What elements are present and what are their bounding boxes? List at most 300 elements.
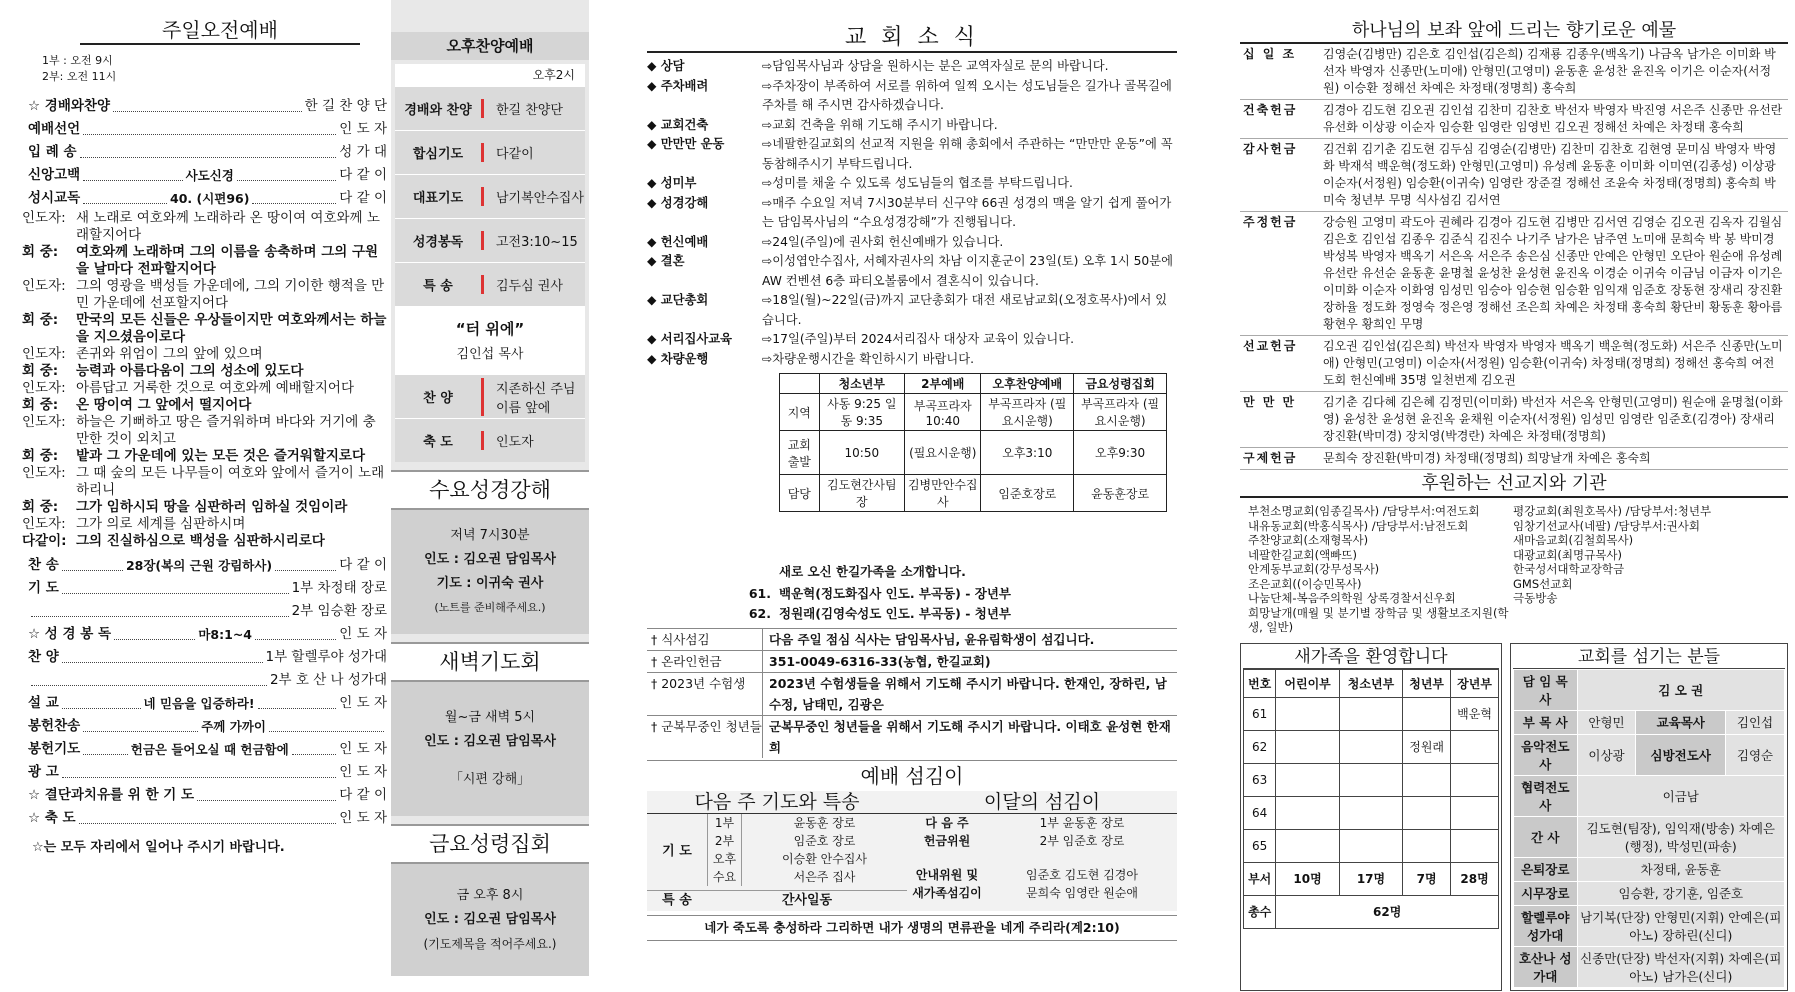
welcome-row	[1244, 796, 1499, 829]
vehicle-cell: 부곡프라자 10:40	[905, 394, 981, 431]
vehicle-head-cell: 2부예배	[905, 374, 981, 394]
prayer-list	[707, 814, 907, 890]
mission-cell: 내유동교회(박홍식목사) /담당부서:남전도회	[1248, 518, 1469, 533]
order-dots	[62, 593, 289, 594]
vehicle-row	[780, 394, 1167, 431]
welcome-box	[1240, 643, 1502, 991]
news-head: ◆ 차량운행	[647, 351, 709, 366]
order-dots	[79, 823, 337, 824]
special-label: 특 송	[662, 893, 692, 908]
news-item	[647, 174, 1177, 194]
reading-line	[22, 516, 387, 533]
welcome-cell	[1276, 796, 1339, 829]
order-who: 인 도 자	[339, 121, 387, 137]
order-item	[22, 669, 387, 692]
welcome-table	[1243, 669, 1499, 929]
order-mid: 헌금은 들어오실 때 헌금함에	[130, 742, 289, 757]
wed-title: 수요성경강해	[391, 470, 589, 510]
vehicle-cell: 10:50	[819, 431, 905, 475]
offering-names: 김경아 김도현 김오권 김인섭 김찬미 김찬호 박선자 박영자 박진영 서은주 신종만 유선란 유선화 이상광 이순자 임승환 임영란 임영빈 김오권 정해선 차예은 차정태 홍숙희	[1320, 100, 1788, 139]
service-row	[395, 86, 585, 130]
mission-cell: 대광교회(최명규목사)	[1513, 547, 1622, 562]
order-label: 찬 양	[28, 649, 59, 665]
order-dots	[62, 662, 263, 663]
offering-kind: 주정헌금	[1240, 212, 1320, 336]
order-dots	[113, 111, 302, 112]
order-who: 인 도 자	[339, 810, 387, 826]
service-value: 한길 찬양단	[481, 99, 585, 118]
service-row	[395, 374, 585, 418]
dawn-title: 새벽기도회	[391, 642, 589, 682]
newfam-item	[647, 584, 1177, 604]
prayer-item	[707, 814, 907, 832]
mission-row	[1248, 562, 1778, 577]
cross-text: 351-0049-6316-33(농협, 한길교회)	[762, 651, 1177, 672]
vehicle-cell: 담당	[780, 475, 820, 512]
mission-row	[1248, 519, 1778, 534]
order-label: 입 례 송	[28, 144, 77, 160]
sermon-box	[395, 306, 585, 374]
reading-line	[22, 499, 387, 516]
order-item	[22, 738, 387, 761]
vehicle-cell: 부곡프라자 (필요시운행)	[981, 394, 1074, 431]
dawn-box	[391, 682, 589, 816]
order-item	[22, 118, 387, 141]
welcome-cell	[1276, 763, 1339, 796]
newfam-text: 백운혁(정도화집사 인도. 부곡동) - 장년부	[779, 586, 1011, 601]
welcome-head-cell: 청소년부	[1339, 669, 1402, 697]
welcome-head-cell: 번호	[1244, 669, 1276, 697]
order-label: ☆ 결단과치유를 위 한 기 도	[28, 787, 195, 803]
month-name: 2부 임준호 장로	[1039, 834, 1125, 848]
mission-row	[1248, 591, 1778, 606]
staff-cell: 음악전도사	[1514, 734, 1578, 775]
staff-row	[1514, 857, 1785, 881]
welcome-cell: 63	[1244, 763, 1276, 796]
welcome-cell	[1451, 829, 1499, 862]
staff-cell: 임승환, 강기훈, 임준호	[1577, 881, 1784, 905]
staff-table	[1513, 669, 1785, 988]
cross-item	[647, 672, 1177, 715]
order-who: 다 같 이	[339, 557, 387, 573]
staff-cell: 차정태, 윤동훈	[1577, 857, 1784, 881]
order-dots	[237, 180, 336, 181]
welcome-cell	[1276, 829, 1339, 862]
service-row	[395, 174, 585, 218]
dawn-line: 월~금 새벽 5시	[444, 710, 536, 725]
offering-row	[1240, 392, 1788, 448]
news-head: ◆ 만만만 운동	[647, 137, 725, 151]
reading-text: 여호와께 노래하며 그의 이름을 송축하며 그의 구원을 날마다 전파할지어다	[76, 244, 379, 277]
offering-kind: 선교헌금	[1240, 336, 1320, 392]
serve-box	[647, 791, 1177, 911]
news-text: ⇨이성엽안수집사, 서혜자권사의 차남 이지훈군이 23일(토) 오후 1시 50분에 AW 컨벤션 6층 파티오볼룸에서 결혼식이 있습니다.	[762, 254, 1174, 288]
order-who: 다 같 이	[339, 787, 387, 803]
order-who: 한 길 찬 양 단	[304, 98, 387, 114]
news-item	[647, 291, 1177, 330]
staff-title: 교회를 섬기는 분들	[1513, 646, 1785, 669]
news-head: ◆ 결혼	[647, 254, 685, 268]
news-head: ◆ 교단총회	[647, 293, 709, 307]
fri-line: (기도제목을 적어주세요.)	[423, 937, 557, 951]
order-mid: 28장(복의 근원 강림하사)	[125, 558, 273, 573]
staff-cell: 간 사	[1514, 816, 1578, 857]
wed-line: 기도 : 이귀숙 권사	[436, 576, 544, 591]
news-item	[647, 57, 1177, 77]
news-head: ◆ 서리집사교육	[647, 332, 733, 346]
offering-kind: 건축헌금	[1240, 100, 1320, 139]
order-item	[22, 187, 387, 210]
reading-line	[22, 210, 387, 244]
news-head: ◆ 헌신예배	[647, 234, 709, 249]
order-dots	[83, 203, 167, 204]
order-label: 봉헌기도	[28, 741, 81, 757]
month-head: 헌금위원	[923, 834, 971, 848]
offering-kind: 구제헌금	[1240, 448, 1320, 470]
reading-line	[22, 465, 387, 499]
order-label: 예배선언	[28, 121, 81, 137]
month-head: 새가족섬김이	[912, 886, 982, 900]
reading-speaker: 인도자:	[22, 414, 66, 430]
welcome-row	[1244, 763, 1499, 796]
order-who: 인 도 자	[339, 741, 388, 757]
cross-list	[647, 628, 1177, 758]
service-row	[395, 218, 585, 262]
order-dots	[252, 203, 336, 204]
prayer-slot: 오후	[708, 850, 742, 868]
reading-text: 능력과 아름다움이 그의 성소에 있도다	[76, 363, 304, 379]
prayer-item	[707, 850, 907, 868]
staff-cell: 안형민	[1577, 710, 1636, 734]
special-value: 간사일동	[781, 893, 833, 908]
reading-speaker: 회 중:	[22, 312, 59, 328]
staff-row	[1514, 881, 1785, 905]
order-item	[22, 600, 387, 623]
order-dots	[275, 570, 336, 571]
service-label: 대표기도	[412, 191, 464, 206]
cross-text: 다음 주일 점심 식사는 담임목사님, 윤유림학생이 섬깁니다.	[762, 629, 1177, 650]
reading-text: 온 땅이여 그 앞에서 떨지어다	[76, 397, 252, 413]
wed-line: 인도 : 김오권 담임목사	[424, 552, 556, 567]
service-value: 남기복안수집사	[481, 187, 585, 206]
month-name: 1부 윤동훈 장로	[1039, 816, 1125, 830]
order-dots	[83, 754, 128, 755]
staff-cell: 교육목사	[1636, 710, 1726, 734]
staff-cell: 김영순	[1725, 734, 1784, 775]
service-value: 지존하신 주님 이름 앞에	[481, 378, 585, 416]
welcome-cell	[1451, 796, 1499, 829]
welcome-total-label: 총수	[1244, 895, 1276, 928]
mission-cell: 부천소명교회(임종길목사) /담당부서:여전도회	[1248, 504, 1480, 518]
reading-speaker: 다같이:	[22, 533, 67, 549]
cross-item	[647, 650, 1177, 672]
mission-cell: 주찬양교회(소재형목사)	[1248, 533, 1369, 547]
reading-text: 새 노래로 여호와께 노래하라 온 땅이여 여호와께 노래할지어다	[76, 210, 380, 243]
special-block	[647, 890, 907, 911]
news-item	[647, 116, 1177, 136]
order-item	[22, 141, 387, 164]
cross-text: 2023년 수험생들을 위해서 기도해 주시기 바랍니다. 한재인, 장하린, 남수정, 남태민, 김광은	[762, 673, 1177, 715]
fri-box	[391, 864, 589, 976]
mission-cell: 임창기선교사(네팔) /담당부서:권사회	[1513, 518, 1701, 533]
mission-cell: 네팔한길교회(액빠뜨)	[1248, 547, 1357, 562]
news-list	[647, 57, 1177, 369]
vehicle-row	[780, 431, 1167, 475]
newfam-num: 61.	[748, 586, 771, 601]
offering-title: 하나님의 보좌 앞에 드리는 향기로운 예물	[1240, 20, 1788, 44]
mission-cell: 희망날개(매월 및 분기별 장학금 및 생활보조지원(학생, 일반)	[1248, 605, 1509, 634]
service-value: 김두심 권사	[481, 275, 585, 294]
vehicle-table	[779, 373, 1167, 512]
cross-head: † 식사섬김	[651, 632, 710, 647]
order-dots	[255, 639, 336, 640]
vehicle-head-row	[780, 374, 1167, 394]
newfam-list	[647, 584, 1177, 624]
reading-line	[22, 346, 387, 363]
offerings-column	[1240, 0, 1788, 984]
mission-row	[1248, 504, 1778, 519]
news-text: ⇨24일(주일)에 권사회 헌신예배가 있습니다.	[762, 234, 1004, 249]
vehicle-cell: 사동 9:25 일동 9:35	[819, 394, 905, 431]
order-item	[22, 784, 387, 807]
offering-table	[1240, 44, 1788, 470]
vehicle-cell: 윤동훈장로	[1074, 475, 1167, 512]
vehicle-cell: 오후9:30	[1074, 431, 1167, 475]
order-label: 봉헌찬송	[28, 718, 81, 734]
reading-line	[22, 278, 387, 312]
next-week-box	[647, 791, 907, 911]
news-item	[647, 233, 1177, 253]
month-list	[907, 814, 1177, 902]
order-dots	[31, 616, 289, 617]
month-title: 이달의 섬김이	[907, 791, 1177, 814]
news-text: ⇨차량운행시간을 확인하시기 바랍니다.	[762, 351, 975, 366]
staff-row	[1514, 816, 1785, 857]
welcome-dept-cell: 28명	[1451, 862, 1499, 895]
news-item	[647, 135, 1177, 174]
time-line: 2부: 오전 11시	[42, 70, 117, 83]
order-who: 인 도 자	[339, 764, 387, 780]
reading-speaker: 회 중:	[22, 397, 59, 413]
prayer-name: 윤동훈 장로	[793, 816, 856, 830]
reading-line	[22, 397, 387, 414]
news-text: ⇨성미를 채울 수 있도록 성도님들의 협조를 부탁드립니다.	[762, 176, 1073, 190]
welcome-cell	[1403, 697, 1451, 730]
offering-row	[1240, 100, 1788, 139]
offering-names: 문희숙 장진환(박미경) 차정태(정명희) 희망날개 차예은 홍숙희	[1320, 448, 1788, 470]
order-item	[22, 554, 387, 577]
welcome-cell: 64	[1244, 796, 1276, 829]
mission-row	[1248, 548, 1778, 563]
month-item	[907, 814, 1177, 832]
staff-box	[1510, 643, 1788, 991]
welcome-dept-cell: 17명	[1339, 862, 1402, 895]
staff-row	[1514, 946, 1785, 987]
reading-speaker: 인도자:	[22, 278, 66, 294]
news-item	[647, 350, 1177, 370]
service-label: 경배와 찬양	[404, 103, 472, 118]
mission-title: 후원하는 선교지와 기관	[1240, 472, 1788, 498]
cross-item	[647, 628, 1177, 650]
mission-row	[1248, 533, 1778, 548]
reading-text: 그의 진실하심으로 백성을 심판하시리로다	[76, 533, 325, 549]
afternoon-rows-2	[391, 374, 589, 462]
staff-row	[1514, 775, 1785, 816]
order-label: 성시교독	[28, 190, 81, 206]
offering-names: 김오권 김인섭(김은희) 박선자 박영자 박영자 백옥기 백운혁(정도화) 서은주 신종만(노미애) 안형민(고영미) 이순자(서정원) 임승환(이귀숙) 차정태(정명희) 정해선 홍숙희 여전도회 헌신예배 35명 일천번제 김오권	[1320, 336, 1788, 392]
mission-cell: 나눔단체-복음주의학원 상록경찰서신우회	[1248, 591, 1456, 605]
welcome-cell: 65	[1244, 829, 1276, 862]
service-label: 합심기도	[412, 147, 464, 162]
order-mid: 마8:1~4	[198, 627, 252, 642]
news-text: ⇨교회 건축을 위해 기도해 주시기 바랍니다.	[762, 117, 998, 132]
news-text: ⇨매주 수요일 저녁 7시30분부터 신구약 66권 성경의 맥을 알기 쉽게 풀어가는 담임목사님의 “수요성경강해”가 진행됩니다.	[762, 195, 1172, 229]
prayer-item	[707, 832, 907, 850]
newfam-item	[647, 604, 1177, 624]
vehicle-head-cell	[780, 374, 820, 394]
order-dots	[83, 731, 198, 732]
vehicle-cell: (필요시운행)	[905, 431, 981, 475]
welcome-head-row	[1244, 669, 1499, 697]
vehicle-head-cell: 청소년부	[819, 374, 905, 394]
dawn-line: 「시편 강해」	[449, 772, 531, 787]
offering-kind: 만 만 만	[1240, 392, 1320, 448]
fri-line: 인도 : 김오권 담임목사	[424, 912, 556, 927]
prayer-slot: 1부	[708, 814, 742, 832]
staff-cell: 협력전도사	[1514, 775, 1578, 816]
reading-text: 그의 영광을 백성들 가운데에, 그의 기이한 행적을 만민 가운데에 선포할지어다	[76, 278, 385, 311]
reading-line	[22, 380, 387, 397]
mission-cell	[1513, 606, 1778, 635]
month-name: 문희숙 임영란 원순애	[1026, 886, 1138, 900]
staff-cell: 부 목 사	[1514, 710, 1578, 734]
welcome-dept-cell: 10명	[1276, 862, 1339, 895]
mission-cell: 극동방송	[1513, 591, 1558, 605]
reading-line	[22, 363, 387, 380]
staff-cell: 시무장로	[1514, 881, 1578, 905]
reading-text: 만국의 모든 신들은 우상들이지만 여호와께서는 하늘을 지으셨음이로다	[76, 312, 387, 345]
welcome-cell	[1339, 796, 1402, 829]
month-box	[907, 791, 1177, 911]
news-text: ⇨담임목사님과 상담을 원하시는 분은 교역자실로 문의 바랍니다.	[762, 59, 1109, 73]
order-item	[22, 761, 387, 784]
wed-line: (노트를 준비해주세요.)	[434, 601, 546, 614]
welcome-cell: 61	[1244, 697, 1276, 730]
order-dots	[62, 777, 336, 778]
welcome-cell: 정원래	[1403, 730, 1451, 763]
responsive-reading	[22, 210, 387, 550]
reading-speaker: 회 중:	[22, 448, 59, 464]
order-dots	[62, 708, 141, 709]
news-text: ⇨18일(월)~22일(금)까지 교단총회가 대전 새로남교회(오정호목사)에서 있습니다.	[762, 293, 1168, 327]
order-label: ☆ 성 경 봉 독	[28, 626, 112, 642]
reading-line	[22, 244, 387, 278]
staff-row	[1514, 905, 1785, 946]
prayer-item	[707, 868, 907, 886]
order-who: 1부 할렐루야 성가대	[265, 649, 387, 665]
order-dots	[83, 180, 182, 181]
order-dots	[80, 157, 337, 158]
afternoon-time: 오후2시	[395, 64, 585, 86]
welcome-dept-cell: 7명	[1403, 862, 1451, 895]
news-head: ◆ 성미부	[647, 176, 697, 190]
order-item	[22, 164, 387, 187]
sermon-preacher: 김인섭 목사	[456, 347, 524, 362]
order-label: 기 도	[28, 580, 59, 596]
reading-speaker: 인도자:	[22, 380, 66, 396]
order-item	[22, 715, 387, 738]
reading-line	[22, 533, 387, 550]
next-title: 다음 주 기도와 특송	[647, 791, 907, 814]
verse: 네가 죽도록 충성하라 그리하면 내가 생명의 면류관을 네게 주리라(계2:10)	[647, 915, 1177, 941]
welcome-cell: 62	[1244, 730, 1276, 763]
vehicle-cell: 오후3:10	[981, 431, 1074, 475]
offering-row	[1240, 139, 1788, 212]
order-label: 찬 송	[28, 557, 59, 573]
order-who: 인 도 자	[339, 695, 387, 711]
service-value: 다같이	[481, 143, 585, 162]
sunday-morning-column	[22, 0, 387, 992]
order-label: ☆ 경배와찬양	[28, 98, 111, 114]
offering-row	[1240, 448, 1788, 470]
vehicle-cell: 지역	[780, 394, 820, 431]
order-dots	[269, 731, 384, 732]
order-item	[22, 692, 387, 715]
reading-text: 아름답고 거룩한 것으로 여호와께 예배할지어다	[76, 380, 354, 396]
prayer-slot: 2부	[708, 832, 742, 850]
cross-text: 군복무중인 청년들을 위해서 기도해 주시기 바랍니다. 이태호 윤성현 한재희	[762, 716, 1177, 758]
cross-item	[647, 715, 1177, 758]
service-value: 인도자	[481, 431, 585, 450]
sermon-title: “터 위에”	[455, 320, 525, 338]
vehicle-row	[780, 475, 1167, 512]
staff-row	[1514, 669, 1785, 710]
mission-cell: 한국성서대학교장학금	[1513, 562, 1625, 576]
service-row	[395, 262, 585, 306]
fri-line: 금 오후 8시	[456, 888, 524, 903]
month-item	[907, 866, 1177, 884]
welcome-head-cell: 장년부	[1451, 669, 1499, 697]
order-dots	[114, 639, 195, 640]
welcome-row	[1244, 697, 1499, 730]
month-head: 다 음 주	[925, 816, 969, 830]
order-dots	[62, 570, 123, 571]
serve-title: 예배 섬김이	[647, 760, 1177, 791]
staff-cell: 김인섭	[1725, 710, 1784, 734]
news-text: ⇨주차장이 부족하여 서로를 위하여 일찍 오시는 성도님들은 길가나 골목길에 주차를 해 주시면 감사하겠습니다.	[762, 78, 1172, 112]
staff-cell: 이금남	[1577, 775, 1784, 816]
order-who: 1부 차정태 장로	[291, 580, 387, 596]
news-text: ⇨네팔한길교회의 선교적 지원을 위해 총회에서 주관하는 “만만만 운동”에 꼭 동참해주시기 부탁드립니다.	[762, 137, 1173, 171]
welcome-cell	[1276, 697, 1339, 730]
mission-cell: 평강교회(최원호목사) /담당부서:청년부	[1513, 504, 1712, 518]
staff-row	[1514, 734, 1785, 775]
order-dots	[292, 754, 337, 755]
reading-line	[22, 312, 387, 346]
offering-names: 김기춘 김다혜 김은혜 김정민(이미화) 박선자 서은옥 안형민(고영미) 원순애 윤명철(이화영) 윤성찬 윤성현 윤진옥 윤채원 이순자(서정원) 임성민 임영란 임준호(김경아) 장새리 장진환(박미경) 장치영(박경란) 차예은 차정태(정명희)	[1320, 392, 1788, 448]
vehicle-cell: 교회 출발	[780, 431, 820, 475]
reading-text: 밭과 그 가운데에 있는 모든 것은 즐거워할지로다	[76, 448, 366, 464]
welcome-dept-row	[1244, 862, 1499, 895]
afternoon-column	[391, 0, 589, 951]
welcome-total-value: 62명	[1276, 895, 1499, 928]
order-who: 성 가 대	[339, 144, 387, 160]
vehicle-cell: 김도현간사팀장	[819, 475, 905, 512]
wed-line: 저녁 7시30분	[450, 528, 530, 543]
prayer-name: 이승환 안수집사	[782, 852, 867, 866]
order-item	[22, 95, 387, 118]
order-of-service-2	[22, 554, 387, 830]
